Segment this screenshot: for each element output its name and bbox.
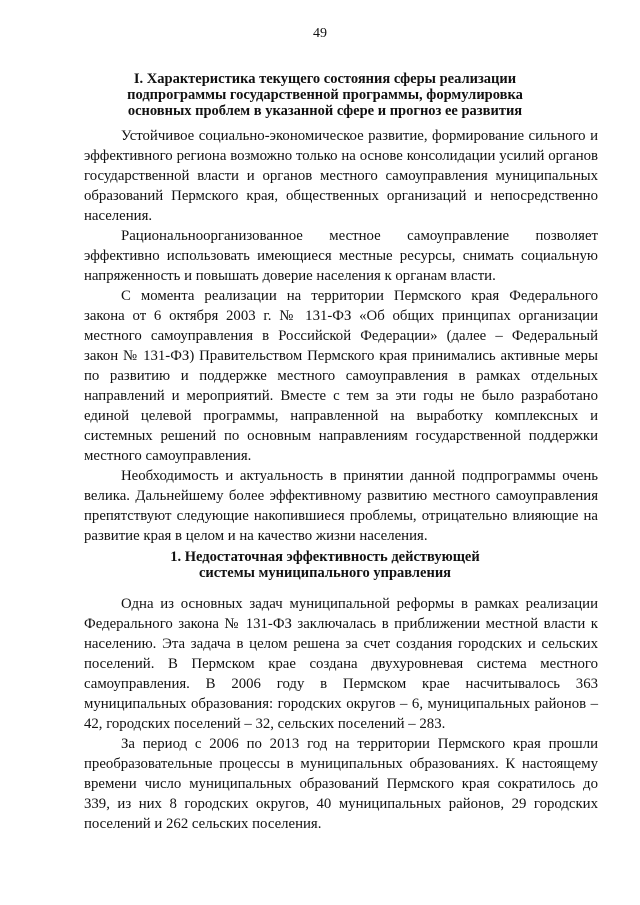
subsection-title <box>110 549 540 581</box>
section-body <box>84 126 598 546</box>
subsection-body <box>84 594 598 834</box>
paragraph: Одна из основных задач муниципальной реформы в рамках реализации Федерального закона № 131-ФЗ заключалась в приближении местной власти к населению. Эта задача в целом решена за счет создания городских и сельских поселений. В Пермском крае создана двухуровневая система местного самоуправления. В 2006 году в Пермском крае насчитывалось 363 муниципальных образования: городских округов – 6, муниципальных районов – 42, городских поселений – 32, сельских поселений – 283. <box>84 596 598 732</box>
subsection-title-line: 1. Недостаточная эффективность действующей <box>170 549 480 565</box>
section-title-line: подпрограммы государственной программы, формулировка <box>127 87 523 103</box>
paragraph: Необходимость и актуальность в принятии данной подпрограммы очень велика. Дальнейшему более эффективному развитию местного самоуправления препятствуют следующие накопившиеся проблемы, отрицательно влияющие на развитие края в целом и на качество жизни населения. <box>84 468 598 544</box>
paragraph: Устойчивое социально-экономическое развитие, формирование сильного и эффективного региона возможно только на основе консолидации усилий органов государственной власти и органов местного самоуправления муниципальных образований Пермского края, общественных организаций и непосредственно населения. <box>84 128 598 224</box>
paragraph: Рациональноорганизованное местное самоуправление позволяет эффективно использовать имеющиеся местные ресурсы, снимать социальную напряженность и повышать доверие населения к органам власти. <box>84 228 598 284</box>
section-title-line: I. Характеристика текущего состояния сферы реализации <box>133 71 517 87</box>
section-title-line: основных проблем в указанной сфере и прогноз ее развития <box>127 103 523 119</box>
paragraph: С момента реализации на территории Пермского края Федерального закона от 6 октября 2003 г. № 131-ФЗ «Об общих принципах организации местного самоуправления в Российской Федерации» (далее – Федеральный закон № 131-ФЗ) Правительством Пермского края принимались активные меры по развитию и поддержке местного самоуправления в рамках отдельных направлений и мероприятий. Вместе с тем за эти годы не было разработано единой целевой программы, направленной на выработку комплексных и системных решений по основным направлениям государственной поддержки местного самоуправления. <box>84 288 598 464</box>
subsection-title-line: системы муниципального управления <box>198 565 452 581</box>
page-number: 49 <box>313 26 327 41</box>
paragraph: За период с 2006 по 2013 год на территории Пермского края прошли преобразовательные процессы в муниципальных образованиях. К настоящему времени число муниципальных образований Пермского края сократилось до 339, из них 8 городских округов, 40 муниципальных районов, 29 городских поселений и 262 сельских поселения. <box>84 736 598 832</box>
section-title <box>110 71 540 119</box>
